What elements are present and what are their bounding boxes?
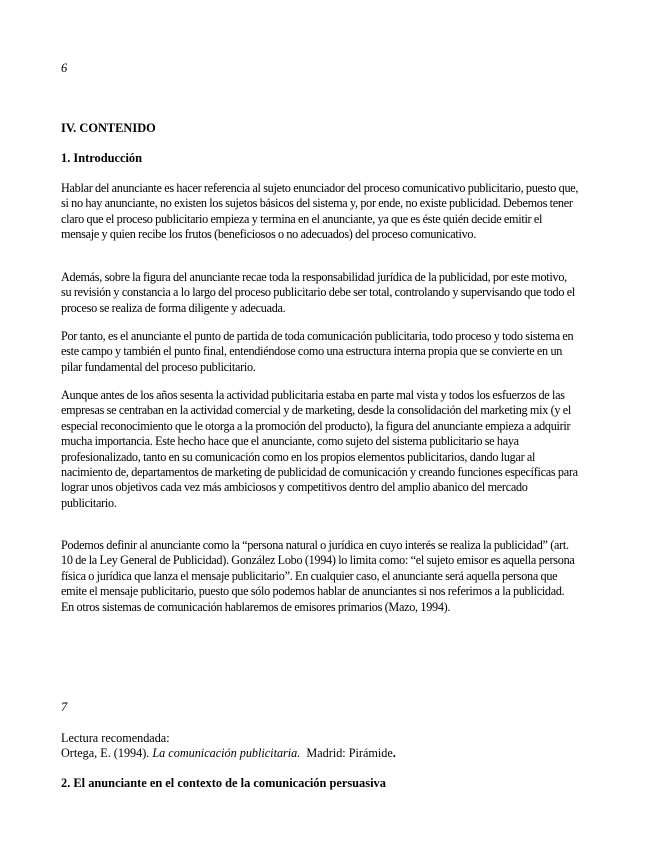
paragraph-3: Por tanto, es el anunciante el punto de partida de toda comunicación publicitaria, todo proceso y todo sistema en este campo y también el punto final, entendiéndose como una estructura interna propia que se convierte en un pilar fundamental del proceso publicitario.: [61, 329, 574, 374]
reading-end-dot: .: [392, 746, 396, 760]
next-section-title: 2. El anunciante en el contexto de la comunicación persuasiva: [61, 776, 386, 790]
paragraph-4: Aunque antes de los años sesenta la actividad publicitaria estaba en parte mal vista y todos los esfuerzos de las empresas se centraban en la actividad comercial y de marketing, desde la consolidación del marketing mix (y el especial reconocimiento que le otorga a la promoción del producto), la figura del anunciante empieza a adquirir mucha importancia. Este hecho hace que el anunciante, como sujeto del sistema publicitario se haya profesionalizado, tanto en su comunicación como en los propios elementos publicitarios, dando lugar al nacimiento de, departamentos de marketing de publicidad de comunicación y creando funciones específicas para lograr unos objetivos cada vez más ambiciosos y competitivos dentro del amplio abanico del mercado publicitario.: [61, 388, 578, 510]
recommended-reading-label: Lectura recomendada:: [61, 731, 170, 745]
paragraph-1: Hablar del anunciante es hacer referencia al sujeto enunciador del proceso comunicativo publicitario, puesto que, si no hay anunciante, no existen los sujetos básicos del sistema y, por ende, no existe publicidad. Debemos tener claro que el proceso publicitario empieza y termina en el anunciante, ya que es éste quién decide emitir el mensaje y quien recibe los frutos (beneficiosos o no adecuados) del proceso comunicativo.: [61, 181, 579, 242]
reading-author: Ortega, E. (1994).: [61, 746, 153, 760]
page-number-6: 6: [61, 61, 68, 75]
reading-work-title: La comunicación publicitaria.: [152, 746, 301, 760]
reading-publisher: Madrid: Pirámide: [300, 746, 393, 760]
section-subtitle: 1. Introducción: [61, 151, 143, 165]
paragraph-2: Además, sobre la figura del anunciante recae toda la responsabilidad jurídica de la publicidad, por este motivo, su revisión y constancia a lo largo del proceso publicitario debe ser total, controlando y supervisando que todo el proceso se realiza de forma diligente y adecuada.: [61, 270, 575, 315]
paragraph-5: Podemos definir al anunciante como la “persona natural o jurídica en cuyo interés se realiza la publicidad” (art. 10 de la Ley General de Publicidad). González Lobo (1994) lo limita como: “el sujeto emisor es aquella persona física o jurídica que lanza el mensaje publicitario”. En cualquier caso, el anunciante será aquella persona que emite el mensaje publicitario, puesto que sólo podemos hablar de anunciantes si nos referimos a la publicidad. En otros sistemas de comunicación hablaremos de emisores primarios (Mazo, 1994).: [61, 538, 575, 614]
recommended-reading-reference: [61, 746, 396, 761]
page-number-7: 7: [61, 700, 68, 714]
section-title: IV. CONTENIDO: [61, 121, 156, 135]
